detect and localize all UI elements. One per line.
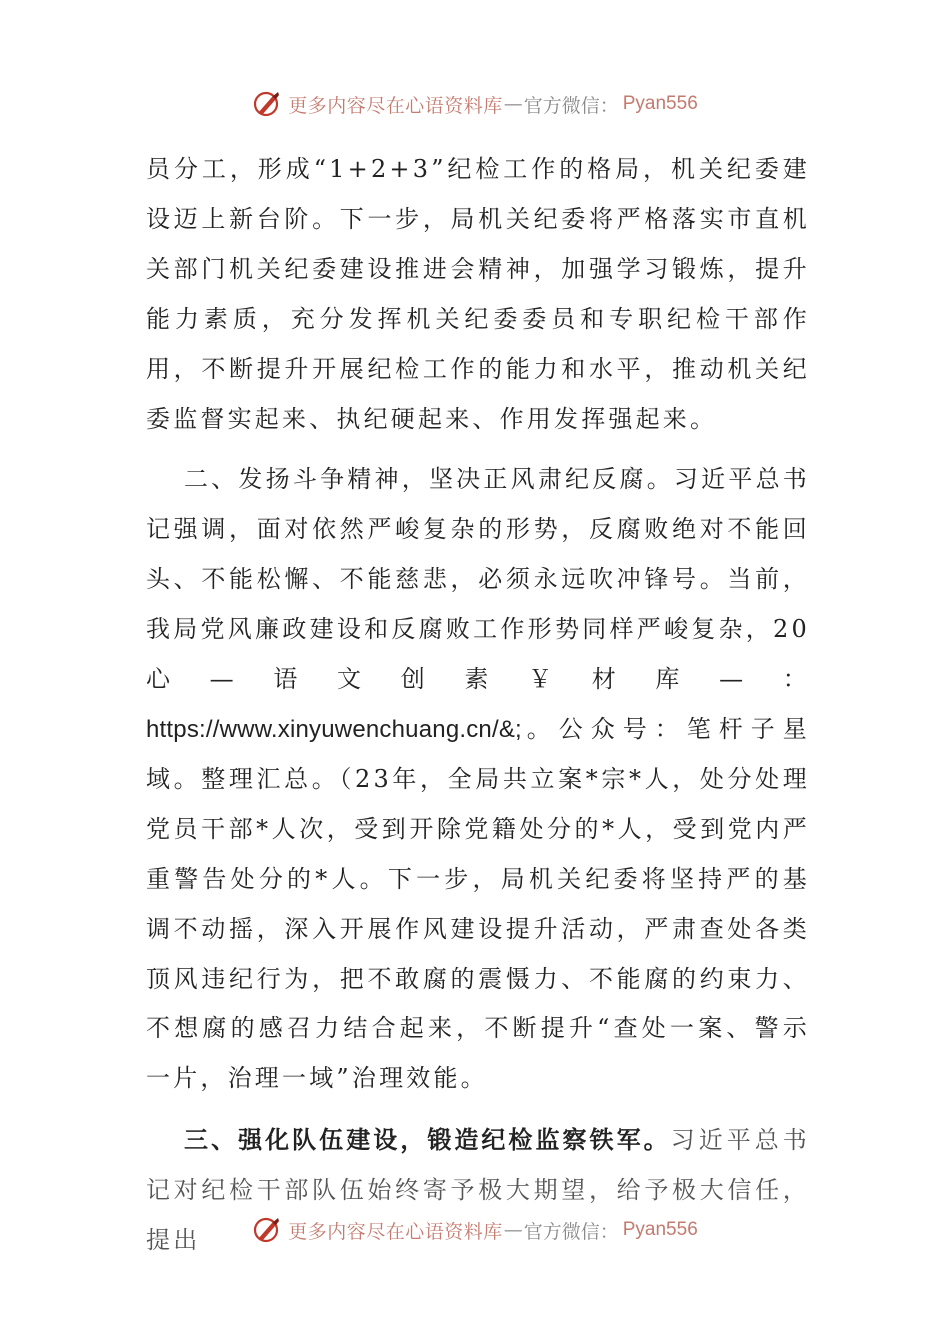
pen-logo-icon <box>252 89 282 119</box>
header-watermark <box>0 84 950 124</box>
watermark-wechat-id: Pyan556 <box>622 93 698 114</box>
watermark-label: 官方微信： <box>523 94 619 117</box>
paragraph-2-text-a: 二、发扬斗争精神，坚决正风肃纪反腐。习近平总书记强调，面对依然严峻复杂的形势，反腐败绝对不能回头、不能松懈、不能慈悲，必须永远吹冲锋号。当前，我局党风廉政建设和反腐败工作形势同样严峻复杂，20心—语文创素￥材库—： <box>146 465 810 694</box>
watermark-dash: — <box>503 93 523 115</box>
watermark-site-name: 更多内容尽在心语资料库 <box>288 94 503 117</box>
watermark-label: 官方微信： <box>523 1220 619 1243</box>
paragraph-3-text: 习近平总书记对纪检干部队伍始终寄予极大期望，给予极大信任，提出 <box>146 1126 810 1255</box>
document-body <box>146 145 810 1266</box>
section-heading-3: 三、强化队伍建设，锻造纪检监察铁军。 <box>184 1125 671 1155</box>
footer-watermark <box>0 1210 950 1250</box>
paragraph-1: 员分工，形成“1+2+3”纪检工作的格局，机关纪委建设迈上新台阶。下一步，局机关纪委将严格落实市直机关部门机关纪委建设推进会精神，加强学习锻炼，提升能力素质，充分发挥机关纪委委员和专职纪检干部作用，不断提升开展纪检工作的能力和水平，推动机关纪委监督实起来、执纪硬起来、作用发挥强起来。 <box>146 155 810 433</box>
pen-logo-icon <box>252 1215 282 1245</box>
paragraph-2-url: https://www.xinyuwenchuang.cn/&; <box>146 715 522 743</box>
watermark-site-name: 更多内容尽在心语资料库 <box>288 1220 503 1243</box>
paragraph-2 <box>146 455 810 1104</box>
paragraph-2-text-b: 。公众号：笔杆子星域。整理汇总。（23年，全局共立案*宗*人，处分处理党员干部*人次，受到开除党籍处分的*人，受到党内严重警告处分的*人。下一步，局机关纪委将坚持严的基调不动摇，深入开展作风建设提升活动，严肃查处各类顶风违纪行为，把不敢腐的震慑力、不能腐的约束力、不想腐的感召力结合起来，不断提升“查处一案、警示一片，治理一域”治理效能。 <box>146 714 810 1093</box>
watermark-dash: — <box>503 1219 523 1241</box>
watermark-wechat-id: Pyan556 <box>622 1219 698 1240</box>
